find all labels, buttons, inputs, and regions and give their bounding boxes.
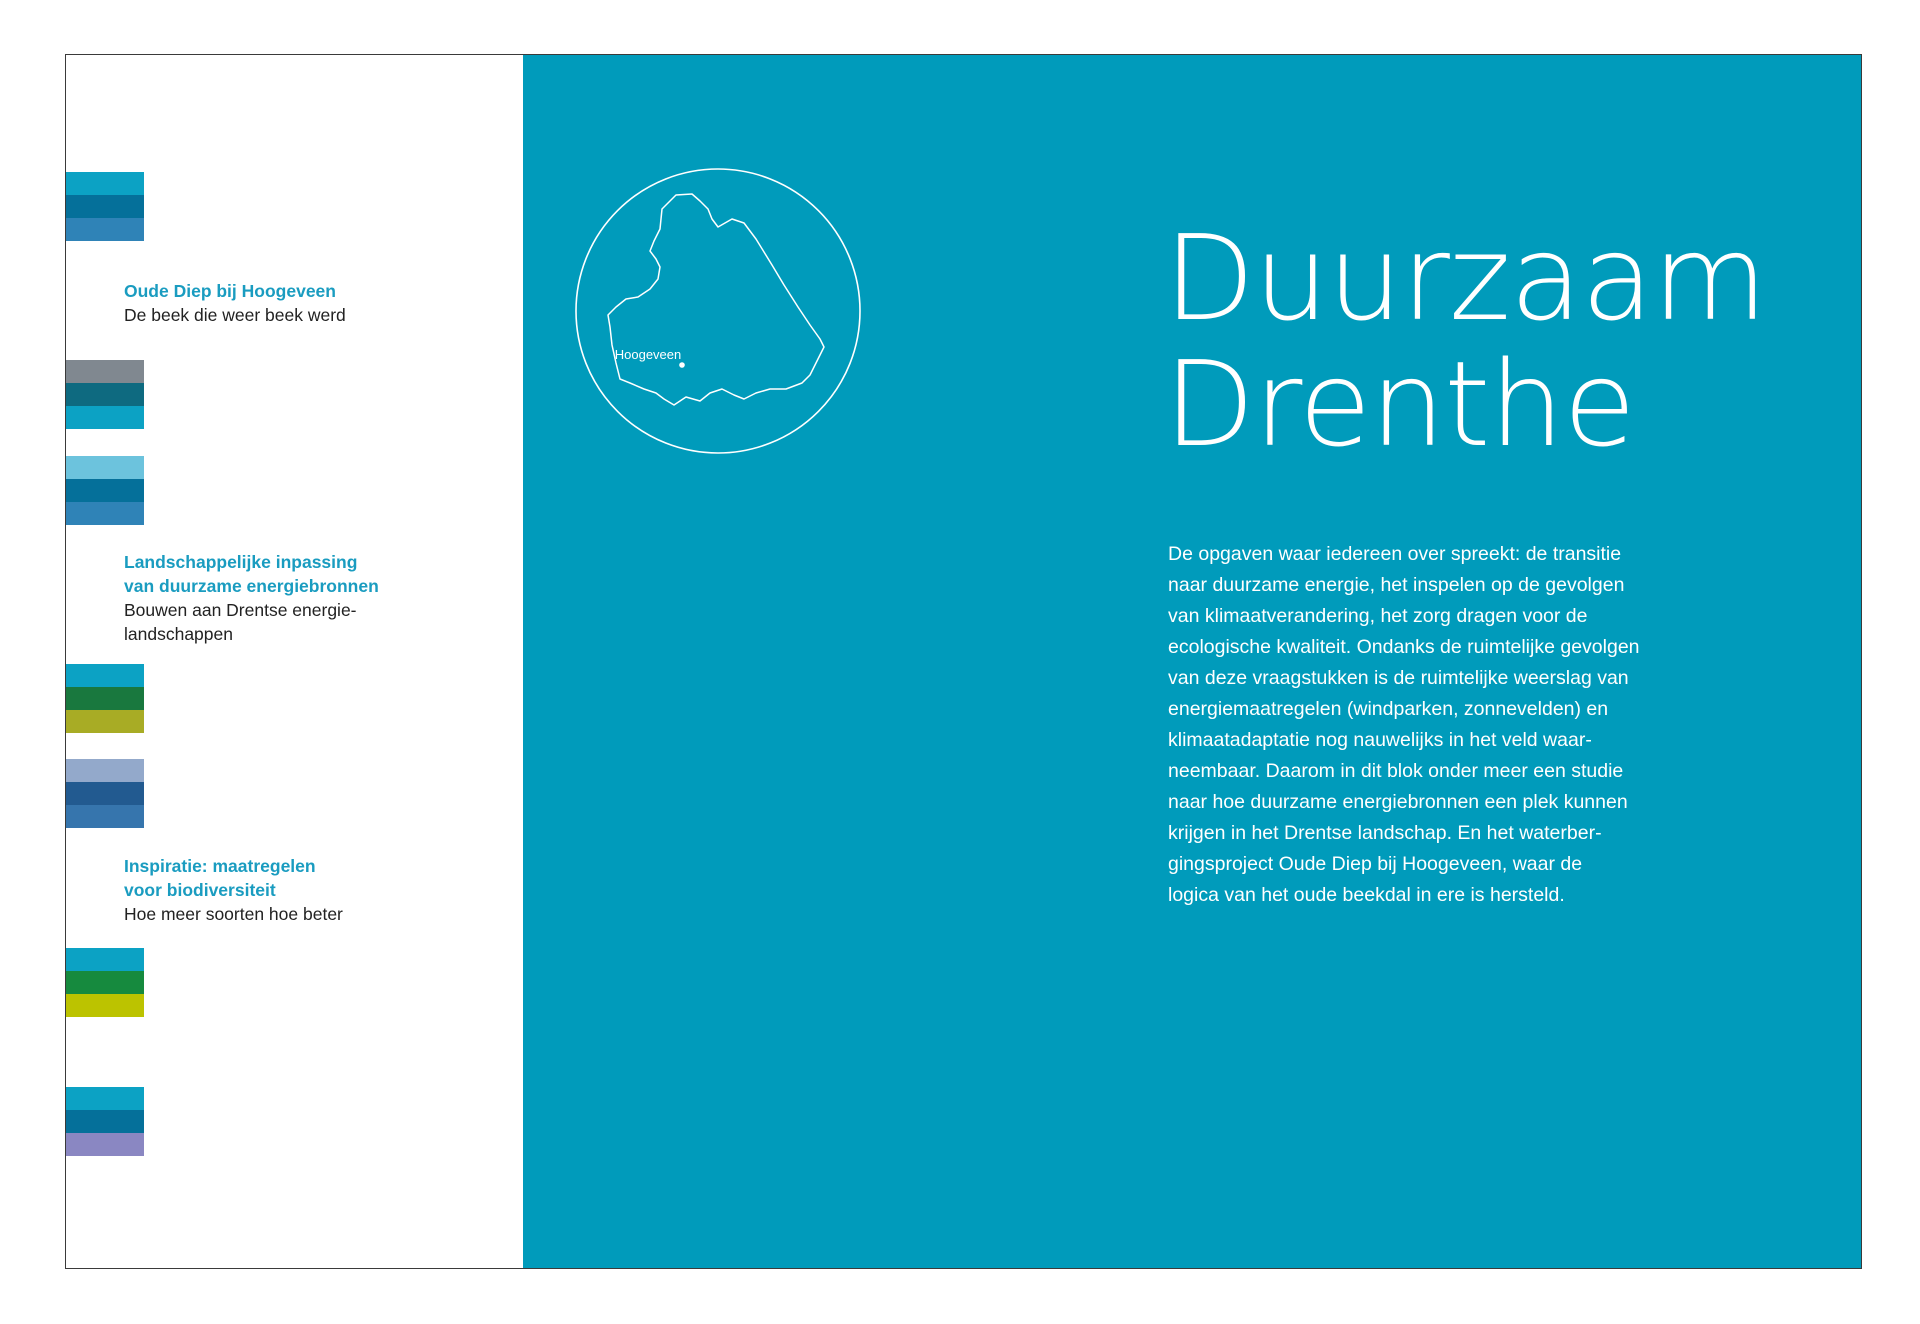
- color-band: [66, 383, 144, 406]
- color-band: [66, 971, 144, 994]
- entry-title: [124, 550, 454, 598]
- color-band: [66, 1133, 144, 1156]
- color-band: [66, 360, 144, 383]
- color-band: [66, 759, 144, 782]
- map-location-label: Hoogeveen: [614, 347, 682, 362]
- contents-entry-biodiversiteit[interactable]: [124, 854, 454, 926]
- entry-subtitle: [124, 902, 454, 926]
- color-strip: [66, 456, 144, 525]
- chapter-title-line-1: Duurzaam: [1164, 209, 1767, 347]
- entry-subtitle-line: Bouwen aan Drentse energie-: [124, 600, 357, 620]
- intro-line: krijgen in het Drentse landschap. En het waterber-: [1168, 822, 1602, 844]
- contents-page: [66, 55, 523, 1268]
- entry-subtitle-line: landschappen: [124, 624, 233, 644]
- entry-title-line: Inspiratie: maatregelen: [124, 856, 316, 876]
- color-band: [66, 172, 144, 195]
- intro-line: neembaar. Daarom in dit blok onder meer een studie: [1168, 760, 1624, 782]
- entry-subtitle-line: De beek die weer beek werd: [124, 305, 346, 325]
- entry-title: [124, 854, 454, 902]
- drenthe-map-icon: [574, 167, 862, 455]
- color-band: [66, 710, 144, 733]
- entry-title-line: Oude Diep bij Hoogeveen: [124, 281, 336, 301]
- color-band: [66, 948, 144, 971]
- page-spread: [65, 54, 1862, 1269]
- intro-line: energiemaatregelen (windparken, zonnevelden) en: [1168, 698, 1609, 720]
- intro-line: klimaatadaptatie nog nauwelijks in het veld waar-: [1168, 729, 1592, 751]
- entry-subtitle: [124, 598, 454, 646]
- color-strip: [66, 759, 144, 828]
- intro-paragraph: [1168, 539, 1708, 911]
- color-strip: [66, 172, 144, 241]
- color-band: [66, 406, 144, 429]
- intro-line: De opgaven waar iedereen over spreekt: de transitie: [1168, 543, 1622, 565]
- entry-title-line: Landschappelijke inpassing: [124, 552, 358, 572]
- entry-title-line: van duurzame energiebronnen: [124, 576, 379, 596]
- entry-subtitle-line: Hoe meer soorten hoe beter: [124, 904, 343, 924]
- intro-line: logica van het oude beekdal in ere is hersteld.: [1168, 884, 1565, 906]
- color-band: [66, 195, 144, 218]
- hoogeveen-marker: [679, 362, 685, 368]
- intro-line: naar duurzame energie, het inspelen op de gevolgen: [1168, 574, 1625, 596]
- color-band: [66, 687, 144, 710]
- color-strip: [66, 948, 144, 1017]
- intro-line: gingsproject Oude Diep bij Hoogeveen, waar de: [1168, 853, 1583, 875]
- contents-entry-energie[interactable]: [124, 550, 454, 646]
- color-band: [66, 479, 144, 502]
- color-band: [66, 994, 144, 1017]
- color-strip: [66, 1087, 144, 1156]
- entry-subtitle: [124, 303, 454, 327]
- contents-entry-oude-diep[interactable]: [124, 279, 454, 327]
- color-strip: [66, 664, 144, 733]
- intro-line: naar hoe duurzame energiebronnen een plek kunnen: [1168, 791, 1628, 813]
- color-band: [66, 218, 144, 241]
- province-outline: [608, 194, 824, 405]
- color-band: [66, 805, 144, 828]
- entry-title-line: voor biodiversiteit: [124, 880, 276, 900]
- intro-line: van klimaatverandering, het zorg dragen voor de: [1168, 605, 1588, 627]
- color-band: [66, 502, 144, 525]
- map-circle: [576, 169, 860, 453]
- color-band: [66, 1110, 144, 1133]
- color-band: [66, 664, 144, 687]
- color-band: [66, 782, 144, 805]
- color-strip: [66, 360, 144, 429]
- chapter-title: [1164, 209, 1767, 473]
- intro-line: ecologische kwaliteit. Ondanks de ruimtelijke gevolgen: [1168, 636, 1640, 658]
- entry-title: [124, 279, 454, 303]
- intro-line: van deze vraagstukken is de ruimtelijke weerslag van: [1168, 667, 1629, 689]
- chapter-title-line-2: Drenthe: [1164, 335, 1635, 473]
- color-band: [66, 1087, 144, 1110]
- color-band: [66, 456, 144, 479]
